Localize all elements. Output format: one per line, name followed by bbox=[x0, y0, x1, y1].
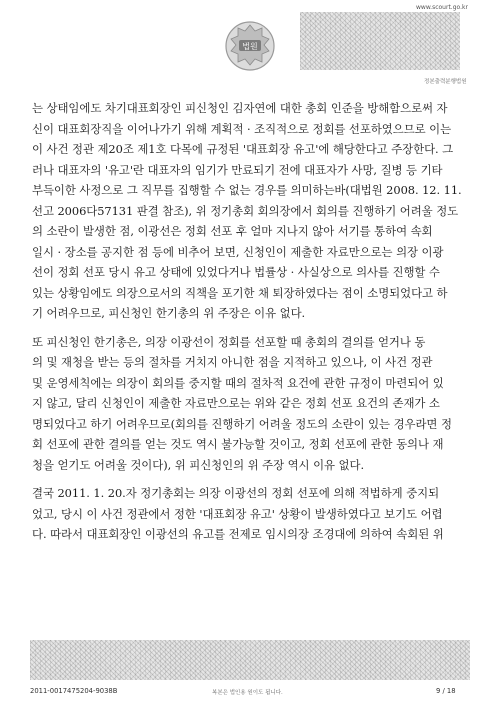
text-line: 일시 · 장소를 공지한 점 등에 비추어 보면, 신청인이 제출한 자료만으로는 의장 이광 bbox=[32, 244, 444, 259]
text-line: 명되었다고 하기 어려우므로(회의를 진행하기 어려울 정도의 소란이 있는 경우라면 정 bbox=[32, 416, 452, 431]
text-line: 이 사건 정관 제20조 제1호 다목에 규정된 '대표회장 유고'에 해당한다고 주장한다. 그 bbox=[32, 142, 454, 156]
text-line: 의 및 재청을 받는 등의 절차를 거치지 아니한 점을 지적하고 있으나, 이 사건 정관 bbox=[32, 355, 433, 369]
text-line: 및 운영세칙에는 의장이 회의를 중지할 때의 절차적 요건에 관한 규정이 마련되어 있 bbox=[32, 375, 444, 390]
issuer-label: 정본출력분행법원 bbox=[424, 79, 467, 85]
document-body bbox=[32, 98, 472, 545]
paragraph-gap bbox=[32, 324, 472, 332]
paragraph-gap bbox=[32, 475, 472, 483]
text-line: 회 선포에 관한 결의를 얻는 것도 역시 불가능할 것이고, 정회 선포에 관한 동의나 재 bbox=[32, 437, 444, 451]
text-line: 기 어려우므로, 피신청인 한기총의 위 주장은 이유 없다. bbox=[32, 306, 306, 320]
footer-note: 복본은 법인용 원이도 됩니다. bbox=[212, 690, 283, 696]
text-line: 러나 대표자의 '유고'란 대표자의 임기가 만료되기 전에 대표자가 사망, 질병 등 기타 bbox=[32, 162, 443, 177]
text-line: 청을 얻기도 어려울 것이다), 위 피신청인의 위 주장 역시 이유 없다. bbox=[32, 457, 365, 472]
document-number: 2011-0017475204-9038B bbox=[30, 687, 118, 695]
text-line: 결국 2011. 1. 20.자 정기총회는 의장 이광선의 정회 선포에 의해 적법하게 중지되 bbox=[32, 486, 440, 500]
text-line: 선이 정회 선포 당시 유고 상태에 있었다거나 법률상 · 사실상으로 의사를 진행할 수 bbox=[32, 265, 440, 279]
court-seal-icon bbox=[224, 20, 276, 72]
security-pattern-bottom bbox=[30, 640, 470, 680]
text-line: 또 피신청인 한기총은, 의장 이광선이 정회를 선포할 때 총회의 결의를 얻거나 동 bbox=[32, 334, 426, 349]
text-line: 선고 2006다57131 판결 참조), 위 정기총회 회의장에서 회의를 진행하기 어려울 정도 bbox=[32, 203, 459, 218]
seal-text: 법원 bbox=[242, 42, 258, 51]
security-pattern-top bbox=[300, 12, 460, 70]
text-line: 지 않고, 달리 신청인이 제출한 자료만으로는 위와 같은 정회 선포 요건의 존재가 소 bbox=[32, 396, 440, 410]
text-line: 었고, 당시 이 사건 정관에서 정한 '대표회장 유고' 상황이 발생하였다고 보기도 어렵 bbox=[32, 506, 443, 521]
text-line: 부득이한 사정으로 그 직무를 집행할 수 없는 경우를 의미하는바(대법원 2008. 12. 11. bbox=[32, 183, 462, 197]
site-url: www.scourt.go.kr bbox=[416, 4, 468, 11]
text-line: 신이 대표회장직을 이어나가기 위해 계획적 · 조직적으로 정회를 선포하였으므로 이는 bbox=[32, 121, 452, 136]
page-number: 9 / 18 bbox=[436, 687, 456, 695]
text-line: 다. 따라서 대표회장인 이광선의 유고를 전제로 임시의장 조경대에 의하여 속회된 위 bbox=[32, 527, 444, 541]
text-line: 는 상태임에도 차기대표회장인 피신청인 김자연에 대한 총회 인준을 방해함으로써 자 bbox=[32, 101, 448, 115]
text-line: 있는 상황임에도 의장으로서의 직책을 포기한 채 퇴장하였다는 점이 소명되었다고 하 bbox=[32, 285, 448, 300]
text-line: 의 소란이 발생한 점, 이광선은 정회 선포 후 얼마 지나지 않아 서기를 통하여 속회 bbox=[32, 224, 433, 238]
